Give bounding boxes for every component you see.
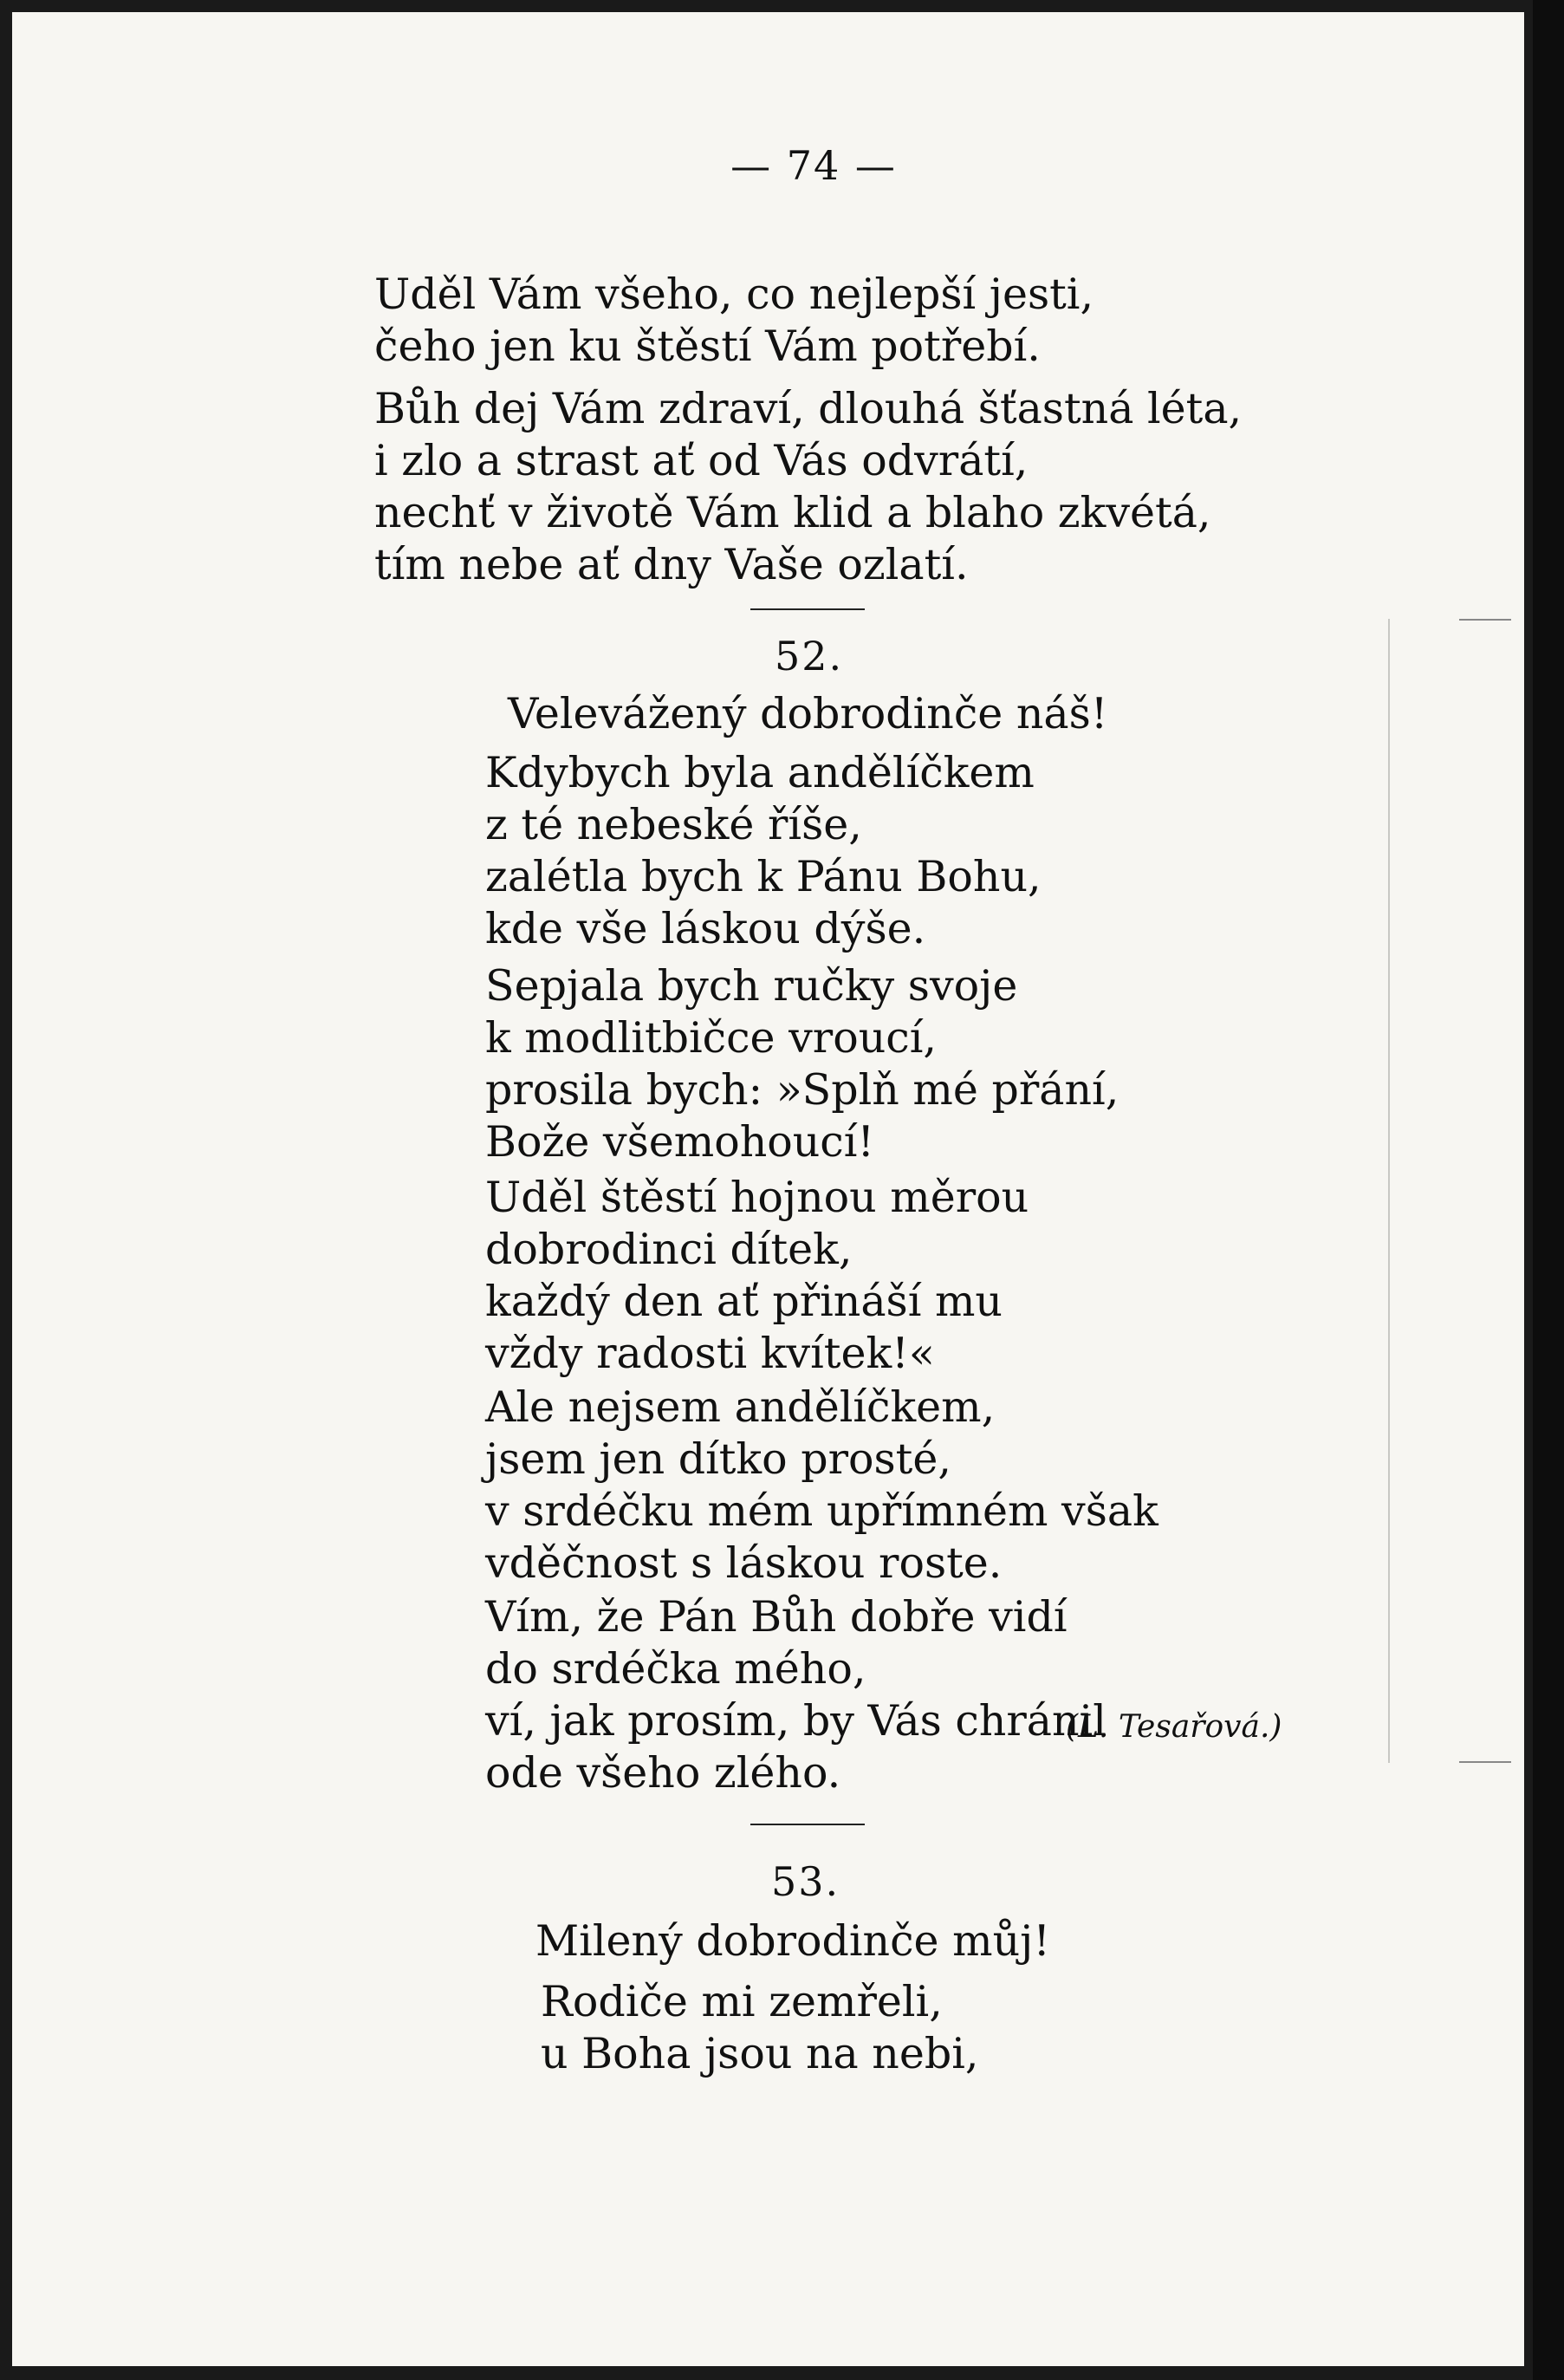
verse-line: Bůh dej Vám zdraví, dlouhá šťastná léta, xyxy=(374,384,1243,433)
poem-52-greeting xyxy=(508,688,1107,740)
verse-line: v srdéčku mém upřímném však xyxy=(485,1486,1158,1536)
verse-line: ví, jak prosím, by Vás chránil xyxy=(485,1696,1106,1746)
verse-line: z té nebeské říše, xyxy=(485,800,862,849)
verse-line: nechť v životě Vám klid a blaho zkvétá, xyxy=(374,488,1211,537)
poem-52-attribution: (L. Tesařová.) xyxy=(1066,1709,1282,1745)
section-divider xyxy=(750,608,865,610)
verse-line: i zlo a strast ať od Vás odvrátí, xyxy=(374,436,1029,485)
poem-52-stanza-4 xyxy=(485,1382,1158,1590)
poem-52-stanza-1 xyxy=(485,747,1042,955)
verse-line: Bože všemohoucí! xyxy=(485,1117,875,1167)
poem-52-stanza-3 xyxy=(485,1172,1029,1380)
verse-line: prosila bych: »Splň mé přání, xyxy=(485,1065,1119,1115)
book-page xyxy=(12,12,1524,2366)
greeting-line: Velevážený dobrodinče náš! xyxy=(508,689,1108,738)
page-number: — 74 — xyxy=(730,142,897,189)
verse-line: jsem jen dítko prosté, xyxy=(485,1434,951,1484)
poem-53-greeting xyxy=(535,1915,1050,1967)
verse-line: každý den ať přináší mu xyxy=(485,1277,1003,1326)
verse-line: čeho jen ku štěstí Vám potřebí. xyxy=(374,322,1041,371)
verse-line: vděčnost s láskou roste. xyxy=(485,1538,1003,1588)
poem-53-stanza-1 xyxy=(541,1976,978,2080)
intro-stanza-2 xyxy=(374,383,1242,591)
page-edge-shadow xyxy=(1533,0,1564,2380)
poem-52-stanza-5 xyxy=(485,1591,1106,1799)
greeting-line: Milený dobrodinče můj! xyxy=(535,1916,1051,1966)
verse-line: Uděl štěstí hojnou měrou xyxy=(485,1173,1029,1222)
verse-line: do srdéčka mého, xyxy=(485,1644,866,1694)
verse-line: dobrodinci dítek, xyxy=(485,1225,853,1274)
poem-52-stanza-2 xyxy=(485,960,1119,1168)
verse-line: Ale nejsem andělíčkem, xyxy=(485,1382,996,1432)
verse-line: ode všeho zlého. xyxy=(485,1748,841,1798)
verse-line: k modlitbičce vroucí, xyxy=(485,1013,937,1063)
verse-line: Sepjala bych ručky svoje xyxy=(485,961,1018,1011)
poem-number-52: 52. xyxy=(775,633,844,680)
verse-line: Uděl Vám všeho, co nejlepší jesti, xyxy=(374,270,1094,319)
verse-line: Rodiče mi zemřeli, xyxy=(541,1977,943,2026)
verse-line: tím nebe ať dny Vaše ozlatí. xyxy=(374,540,969,589)
verse-line: Kdybych byla andělíčkem xyxy=(485,748,1035,797)
verse-line: vždy radosti kvítek!« xyxy=(485,1329,935,1378)
verse-line: Vím, že Pán Bůh dobře vidí xyxy=(485,1592,1068,1642)
adjacent-page-edge xyxy=(1388,619,1520,1763)
poem-number-53: 53. xyxy=(771,1858,840,1905)
verse-line: zalétla bych k Pánu Bohu, xyxy=(485,852,1042,901)
verse-line: u Boha jsou na nebi, xyxy=(541,2029,979,2078)
intro-stanza-1 xyxy=(374,269,1094,373)
verse-line: kde vše láskou dýše. xyxy=(485,904,926,953)
section-divider xyxy=(750,1824,865,1825)
